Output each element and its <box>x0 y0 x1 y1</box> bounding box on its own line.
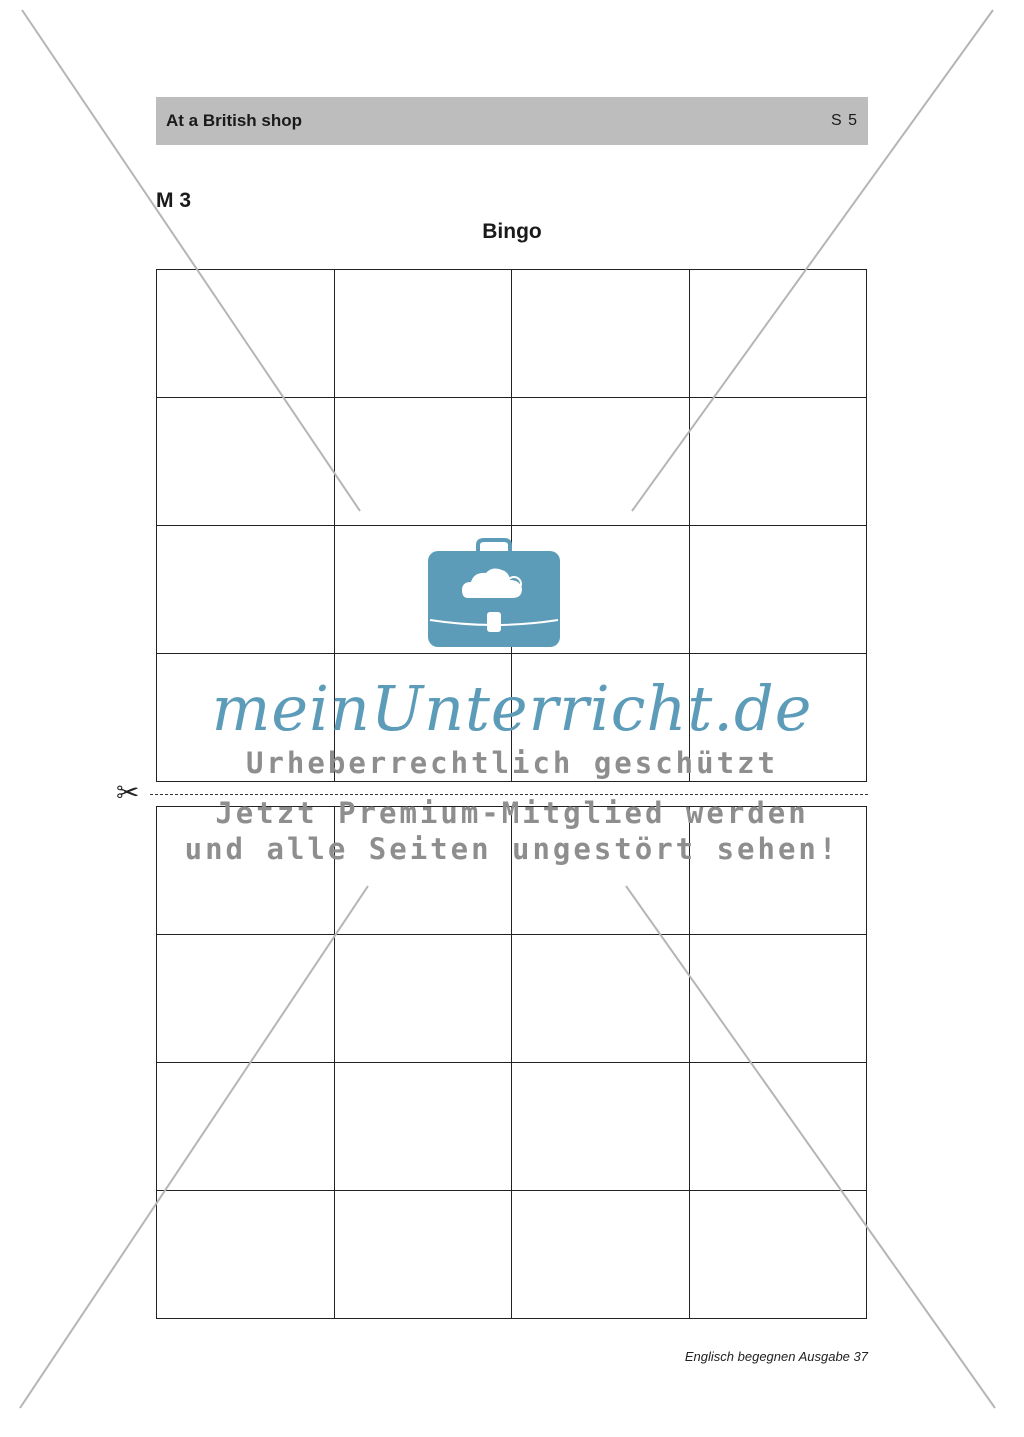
scissors-icon: ✂ <box>116 777 140 808</box>
bingo-cell <box>512 935 690 1063</box>
footer-source: Englisch begegnen Ausgabe 37 <box>684 1349 868 1364</box>
bingo-cell <box>690 1063 868 1191</box>
bingo-grid-bottom <box>156 806 867 1319</box>
bingo-cell <box>690 398 868 526</box>
header-bar <box>156 97 868 145</box>
bingo-cell <box>157 1191 335 1319</box>
bingo-cell <box>157 935 335 1063</box>
bingo-cell <box>512 526 690 654</box>
bingo-cell <box>512 1063 690 1191</box>
bingo-cell <box>335 1191 513 1319</box>
page-number: S 5 <box>830 112 858 129</box>
bingo-cell <box>512 1191 690 1319</box>
material-label: M 3 <box>156 189 192 212</box>
bingo-cell <box>690 1191 868 1319</box>
watermark-brand: meinUnterricht.de <box>211 672 813 745</box>
cut-line <box>150 794 868 795</box>
bingo-cell <box>335 398 513 526</box>
bingo-cell <box>690 270 868 398</box>
bingo-cell <box>157 270 335 398</box>
bingo-cell <box>335 935 513 1063</box>
bingo-cell <box>157 398 335 526</box>
bingo-cell <box>512 398 690 526</box>
watermark-copyright-line: Urheberrechtlich geschützt <box>246 746 778 780</box>
worksheet-title: Bingo <box>482 220 542 243</box>
bingo-cell <box>335 526 513 654</box>
bingo-cell <box>335 270 513 398</box>
watermark-premium-line: Jetzt Premium-Mitglied werden <box>215 796 809 830</box>
bingo-cell <box>690 935 868 1063</box>
bingo-cell <box>335 1063 513 1191</box>
bingo-cell <box>157 526 335 654</box>
bingo-cell <box>157 1063 335 1191</box>
bingo-cell <box>690 526 868 654</box>
header-title: At a British shop <box>166 111 303 130</box>
watermark-view-line: und alle Seiten ungestört sehen! <box>184 832 840 866</box>
bingo-cell <box>512 270 690 398</box>
